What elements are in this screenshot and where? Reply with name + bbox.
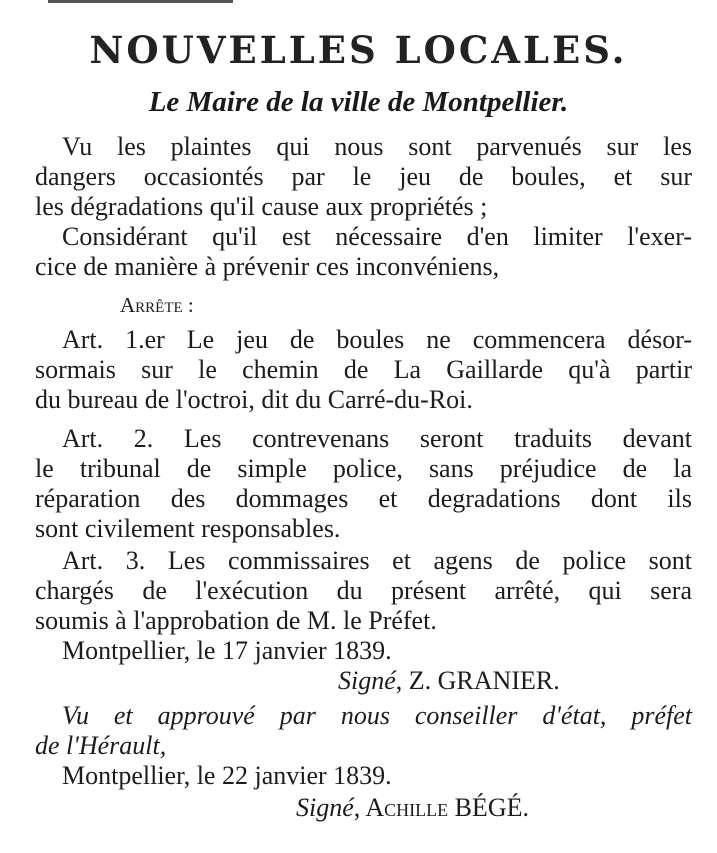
date-line-2: Montpellier, le 22 janvier 1839. [62, 761, 392, 790]
date-line-1: Montpellier, le 17 janvier 1839. [62, 636, 392, 665]
preamble-line: cice de manière à prévenir ces inconvéniens, [35, 252, 500, 281]
article-2-line: le tribunal de simple police, sans préjudice de la [35, 454, 692, 483]
arrete-label: Arrête : [120, 293, 194, 317]
article-2-line: réparation des dommages et degradations dont ils [35, 484, 692, 513]
clipping-top-rule [48, 0, 233, 3]
article-3-line: chargés de l'exécution du présent arrêté, qui sera [35, 576, 692, 605]
document-subtitle: Le Maire de la ville de Montpellier. [148, 86, 569, 118]
preamble-line: Considérant qu'il est nécessaire d'en limiter l'exer- [62, 222, 692, 251]
section-heading: NOUVELLES LOCALES. [89, 28, 628, 72]
article-3-line: soumis à l'approbation de M. le Préfet. [35, 606, 437, 635]
signature-1 [338, 666, 560, 696]
article-1-line: sormais sur le chemin de La Gaillarde qu'à partir [35, 355, 692, 384]
signature-2 [296, 793, 529, 823]
approval-line: de l'Hérault, [35, 731, 167, 760]
article-2-line: sont civilement responsables. [35, 514, 341, 543]
signe-label: Signé [338, 666, 396, 695]
preamble-line: dangers occasiontés par le jeu de boules, et sur [35, 162, 692, 191]
article-2-line: Art. 2. Les contrevenans seront traduits devant [62, 424, 692, 453]
article-3-line: Art. 3. Les commissaires et agens de police sont [62, 546, 692, 575]
signe-label: Signé [296, 793, 354, 822]
signatory-name: , Z. GRANIER. [395, 666, 560, 695]
article-1-line: du bureau de l'octroi, dit du Carré-du-Roi. [35, 385, 473, 414]
preamble-line: Vu les plaintes qui nous sont parvenués sur les [62, 132, 692, 161]
preamble-line: les dégradations qu'il cause aux propriétés ; [35, 192, 488, 221]
signatory-last-name: BÉGÉ. [448, 793, 529, 822]
article-1-line: Art. 1.er Le jeu de boules ne commencera désor- [62, 325, 692, 354]
signatory-first-name: , Achille [353, 793, 449, 822]
approval-line: Vu et approuvé par nous conseiller d'état, préfet [62, 701, 692, 730]
